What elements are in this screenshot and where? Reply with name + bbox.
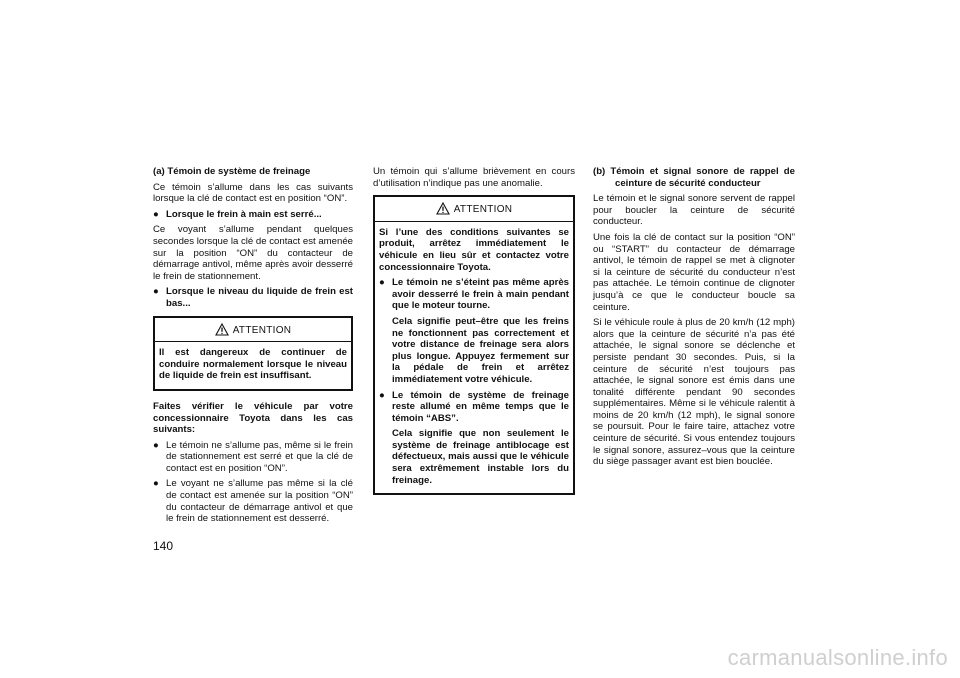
warning-triangle-icon <box>436 202 450 215</box>
paragraph: Le témoin et le signal sonore servent de rappel pour boucler la ceinture de sécurité conducteur. <box>593 193 795 228</box>
bullet-icon: ● <box>153 286 159 298</box>
attention-box <box>153 316 353 391</box>
warning-triangle-icon <box>215 323 229 336</box>
attention-title: ATTENTION <box>453 204 513 216</box>
attention-text: Il est dangereux de continuer de conduire normalement lorsque le niveau de liquide de frein est insuffisant. <box>159 347 347 382</box>
bullet-icon: ● <box>153 439 159 451</box>
bullet-icon: ● <box>153 208 159 220</box>
paragraph: Une fois la clé de contact sur la position “ON” ou “START” du contacteur de démarrage antivol, le témoin de rappel se met à clignoter si la ceinture de sécurité du conducteur n’est pas attachée. Le témoin continue de clignoter jusqu’à ce que le conducteur boucle sa ceinture. <box>593 231 795 313</box>
watermark: carmanualsonline.info <box>727 645 948 670</box>
page-number: 140 <box>153 539 174 553</box>
bullet-item: ● Lorsque le niveau du liquide de frein est bas... <box>153 286 353 309</box>
section-heading-brake-warning: (a) Témoin de système de freinage <box>153 166 311 177</box>
column-right <box>593 166 795 472</box>
paragraph: Ce témoin s’allume dans les cas suivants lorsque la clé de contact est en position “ON”. <box>153 181 353 205</box>
column-middle <box>373 166 575 505</box>
attention-body <box>375 222 573 493</box>
bullet-subtext: Cela signifie que non seulement le système de freinage antiblocage est défectueux, mais aussi que le véhicule sera extrêmement instable lors du freinage. <box>392 428 569 486</box>
bullet-item: ● Le témoin de système de freinage reste allumé en même temps que le témoin “ABS”. <box>379 389 569 424</box>
bullet-icon: ● <box>379 389 385 401</box>
bullet-item: ● Le témoin ne s’allume pas, même si le frein de stationnement est serré et que la clé de contact est en position “ON”. <box>153 439 353 474</box>
attention-intro: Si l’une des conditions suivantes se produit, arrêtez immédiatement le véhicule en lieu sûr et contactez votre concessionnaire Toyota. <box>379 226 569 273</box>
bullet-icon: ● <box>153 478 159 490</box>
paragraph: Faites vérifier le véhicule par votre concessionnaire Toyota dans les cas suivants: <box>153 400 353 436</box>
bullet-item: ● Le témoin ne s’éteint pas même après avoir desserré le frein à main pendant que le moteur tourne. <box>379 277 569 312</box>
paragraph: Un témoin qui s’allume brièvement en cours d’utilisation n’indique pas une anomalie. <box>373 166 575 189</box>
bullet-item: ● Le voyant ne s’allume pas même si la clé de contact est amenée sur la position “ON” du contacteur de démarrage antivol et que le frein de stationnement est desserré. <box>153 478 353 525</box>
section-heading-seatbelt-reminder: (b) Témoin et signal sonore de rappel de ceinture de sécurité conducteur <box>593 166 795 189</box>
attention-box <box>373 195 575 495</box>
attention-header <box>375 197 573 222</box>
paragraph: Si le véhicule roule à plus de 20 km/h (12 mph) alors que la ceinture de sécurité n’a pas été attachée, le signal sonore se déclenche et persiste pendant 30 secondes. Puis, si la ceinture de sécurité n’est toujours pas attachée, le signal sonore est émis dans une tonalité différente pendant 90 secondes supplémentaires. Même si le véhicule ralentit à moins de 20 km/h (12 mph), le signal sonore se poursuit. Pour le faire taire, attachez votre ceinture de sécurité. Si vous entendez toujours le signal sonore, assurez–vous que la ceinture du siège passager avant est bien bouclée. <box>593 317 795 468</box>
column-left <box>153 166 353 529</box>
bullet-item: ● Lorsque le frein à main est serré... <box>153 208 322 220</box>
paragraph: Ce voyant s’allume pendant quelques secondes lorsque la clé de contact est amenée sur la position “ON” du contacteur de démarrage antivol, même après avoir desserré le frein de stationnement. <box>153 224 353 282</box>
attention-header <box>155 318 351 343</box>
attention-title: ATTENTION <box>232 324 292 336</box>
bullet-subtext: Cela signifie peut–être que les freins ne fonctionnent pas correctement et votre distance de freinage sera alors plus longue. Appuyez fermement sur la pédale de frein et arrêtez immédiatement votre véhicule. <box>392 315 569 385</box>
bullet-icon: ● <box>379 277 385 289</box>
attention-body <box>155 342 351 389</box>
